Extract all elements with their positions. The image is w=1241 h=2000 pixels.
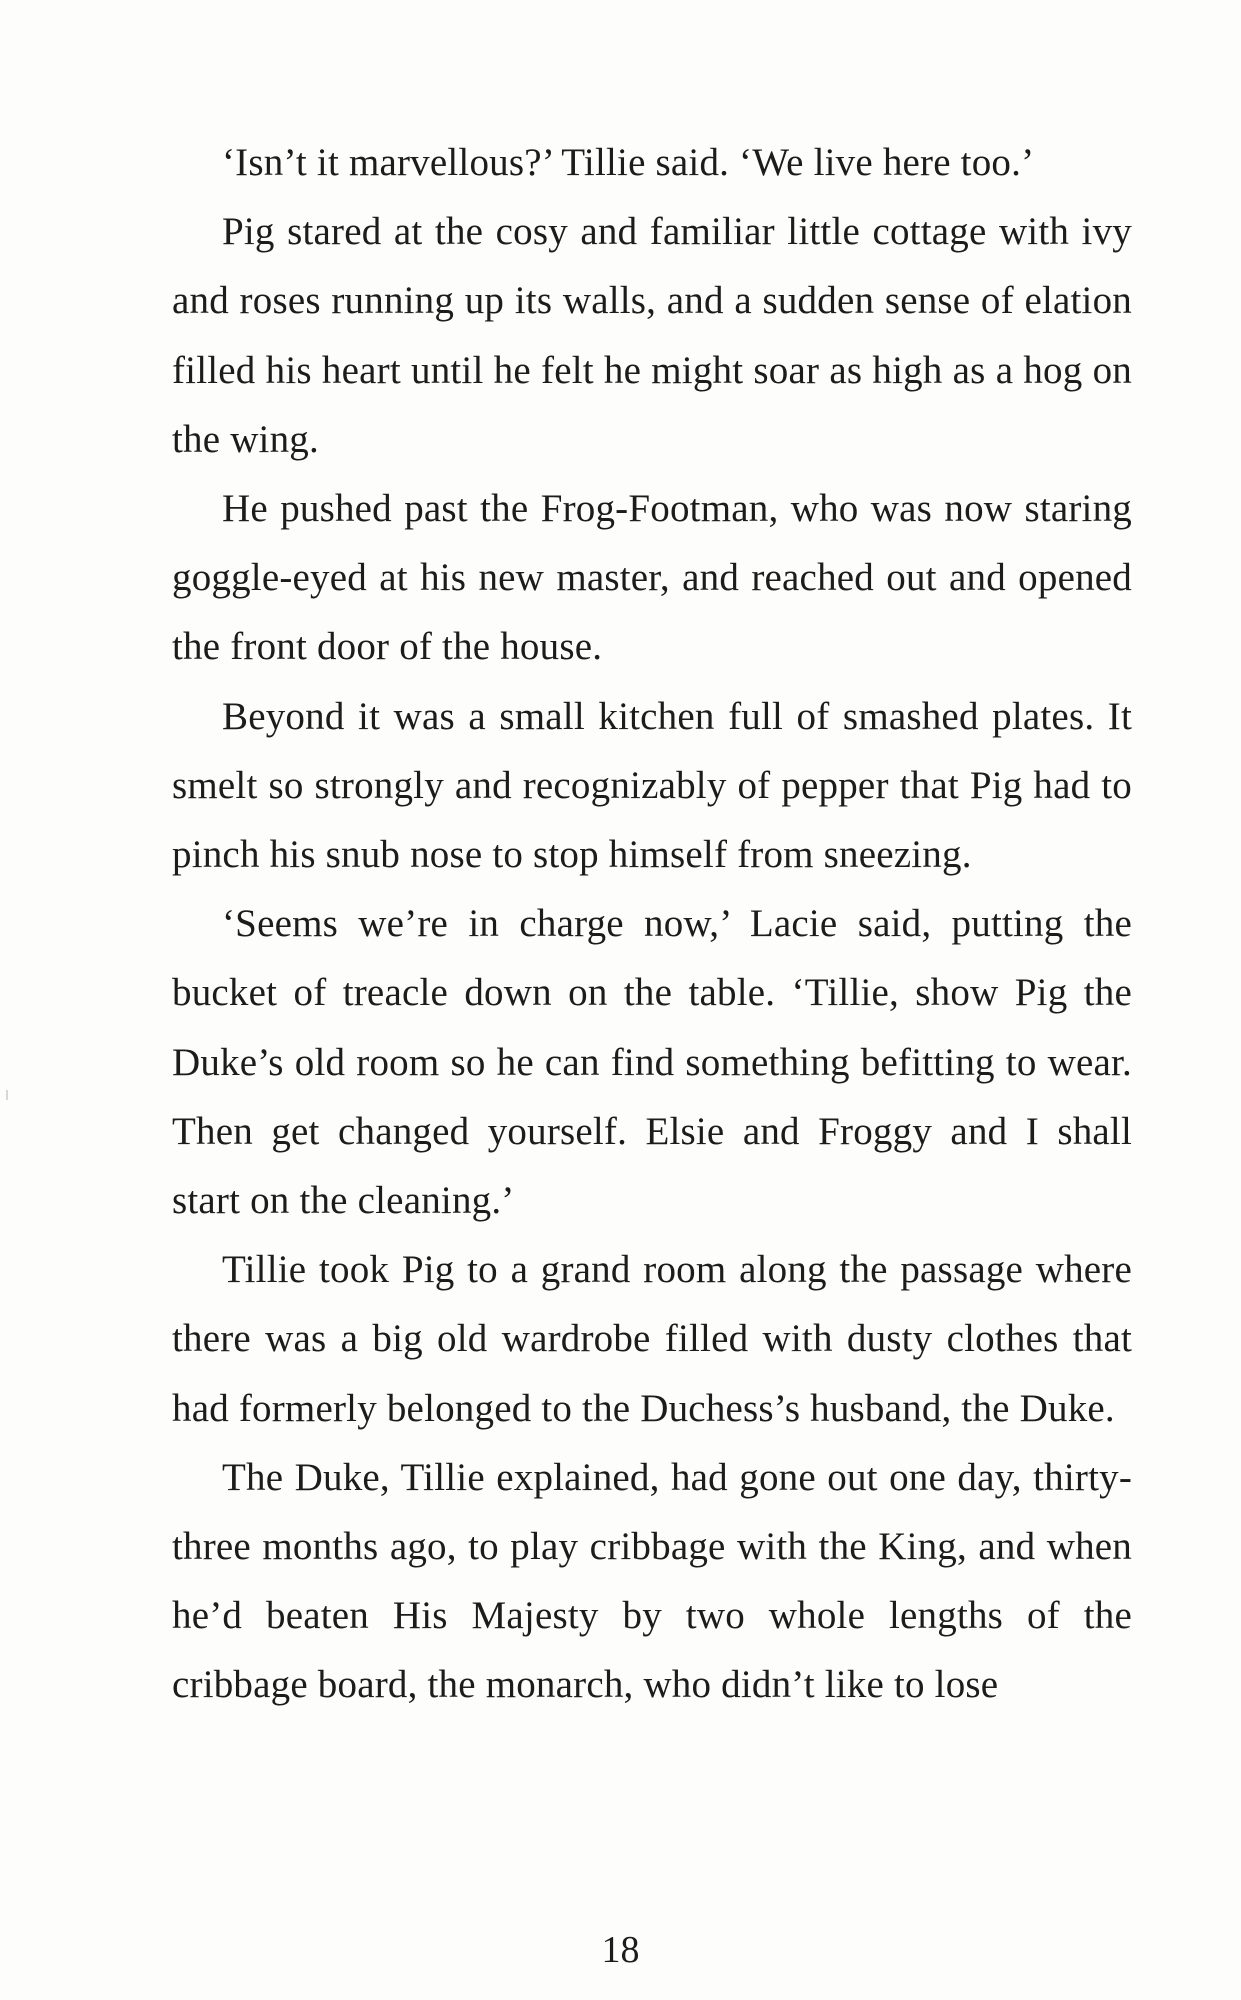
paragraph: He pushed past the Frog-Footman, who was now staring goggle-eyed at his new master, and reached out and opened the front door of the house. bbox=[172, 487, 1132, 669]
page-number: 18 bbox=[601, 1929, 640, 1971]
paragraph: The Duke, Tillie explained, had gone out one day, thirty-three months ago, to play cribbage with the King, and when he’d beaten His Majesty by two whole lengths of the cribbage board, the monarch, who didn’t like to lose bbox=[172, 1455, 1132, 1707]
paragraph: Beyond it was a small kitchen full of smashed plates. It smelt so strongly and recognizably of pepper that Pig had to pinch his snub nose to stop himself from sneezing. bbox=[172, 694, 1132, 877]
scan-speck bbox=[6, 1090, 8, 1100]
body-text bbox=[172, 128, 1132, 1720]
paragraph: ‘Seems we’re in charge now,’ Lacie said, putting the bucket of treacle down on the table. ‘Tillie, show Pig the Duke’s old room so he can find something befitting to wear. Then get changed yourself. Elsie and Froggy and I shall start on the cleaning.’ bbox=[172, 902, 1132, 1223]
paragraph: Pig stared at the cosy and familiar little cottage with ivy and roses running up its walls, and a sudden sense of elation filled his heart until he felt he might soar as high as a hog on the wing. bbox=[172, 210, 1132, 461]
paragraph: Tillie took Pig to a grand room along the passage where there was a big old wardrobe filled with dusty clothes that had formerly belonged to the Duchess’s husband, the Duke. bbox=[172, 1248, 1132, 1430]
paragraph: ‘Isn’t it marvellous?’ Tillie said. ‘We live here too.’ bbox=[222, 141, 1035, 184]
